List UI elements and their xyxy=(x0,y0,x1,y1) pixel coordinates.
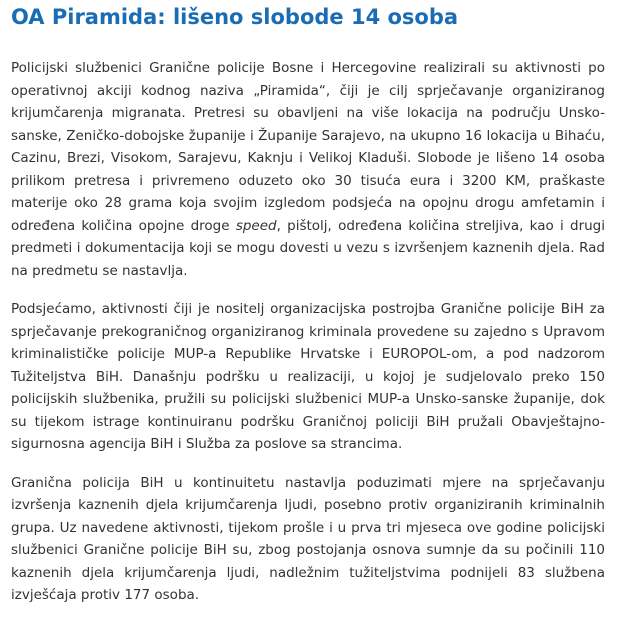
paragraph-1-emphasis: speed xyxy=(235,217,277,234)
paragraph-1-text-before: Policijski službenici Granične policije Bosne i Hercegovine realizirali su aktivnosti po operativnoj akciji kodnog naziva „Piramida“, čiji je cilj sprječavanje organiziranog krijumčarenja migranata. Pretresi su obavljeni na više lokacija na području Unsko-sanske, Zeničko-dobojske županije i Županije Sarajevo, na ukupno 16 lokacija u Bihaću, Cazinu, Brezi, Visokom, Sarajevu, Kaknju i Velikoj Kladuši. Slobode je lišeno 14 osoba prilikom pretresa i privremeno oduzeto oko 30 tisuća eura i 3200 KM, praškaste materije oko 28 grama koja svojim izgledom podsjeća na opojnu drogu amfetamin i određena količina opojne droge xyxy=(11,60,605,234)
paragraph-1-text-after: , pištolj, određena količina streljiva, kao i drugi predmeti i dokumentacija koji se mogu dovesti u vezu s izvršenjem kaznenih djela. Rad na predmetu se nastavlja. xyxy=(11,217,606,279)
article-paragraph-3: Granična policija BiH u kontinuitetu nastavlja poduzimati mjere na sprječavanju izvršenja kaznenih djela krijumčarenja ljudi, posebno protiv organiziranih kriminalnih grupa. Uz navedene aktivnosti, tijekom prošle i u prva tri mjeseca ove godine policijski službenici Granične policije BiH su, zbog postojanja osnova sumnje da su počinili 110 kaznenih djela krijumčarenja ljudi, nadležnim tužiteljstvima podnijeli 83 službena izvješćaja protiv 177 osoba. xyxy=(11,474,605,603)
article-body xyxy=(11,57,605,623)
article-title: OA Piramida: lišeno slobode 14 osoba xyxy=(11,5,459,29)
article-paragraph-2: Podsjećamo, aktivnosti čiji je nositelj organizacijska postrojba Granične policije BiH za sprječavanje prekograničnog organiziranog kriminala provedene su zajedno s Upravom kriminalističke policije MUP-a Republike Hrvatske i EUROPOL-om, a pod nadzorom Tužiteljstva BiH. Današnju podršku u realizaciji, u kojoj je sudjelovalo preko 150 policijskih službenika, pružili su policijski službenici MUP-a Unsko-sanske županije, dok su tijekom istrage kontinuiranu podršku Graničnoj policiji BiH pružali Obavještajno-sigurnosna agencija BiH i Služba za poslove sa strancima. xyxy=(11,301,605,452)
article-paragraph-1 xyxy=(11,57,605,282)
